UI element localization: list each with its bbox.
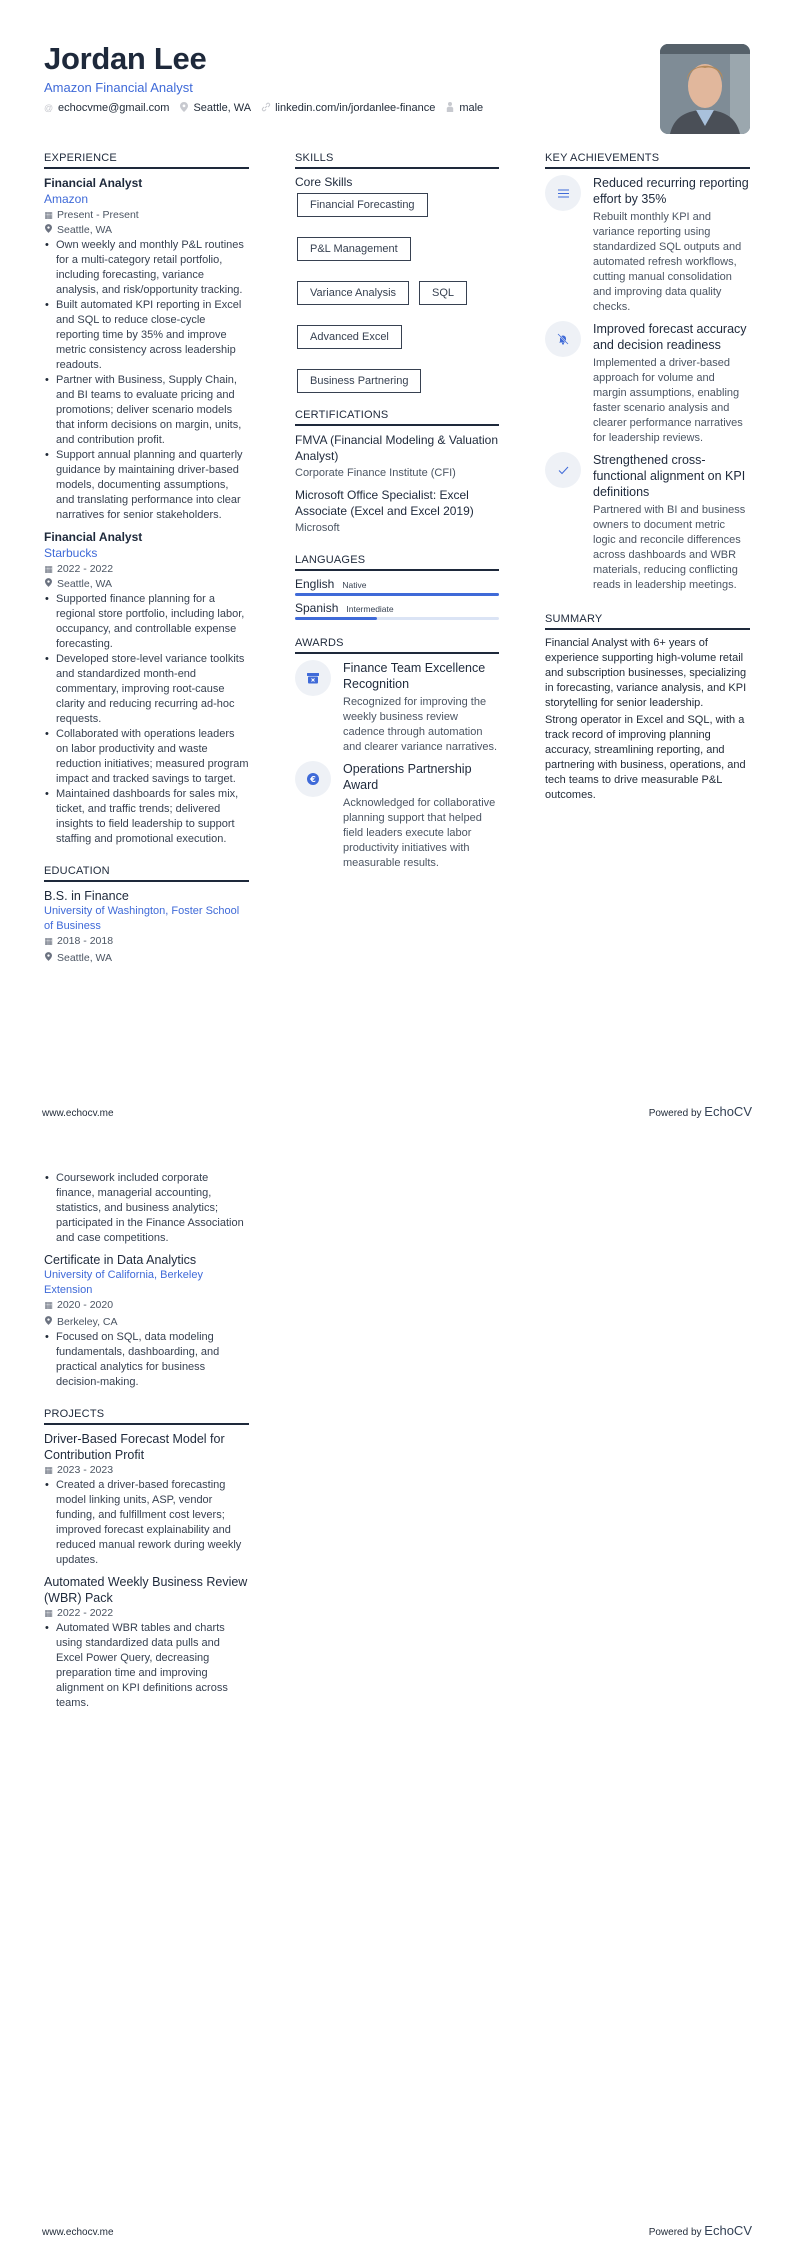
achievement-description: Rebuilt monthly KPI and variance reporting using standardized SQL outputs and automated refresh workflows, cutting manual consolidation and improving data quality checks.	[593, 211, 742, 313]
job-location	[44, 223, 249, 238]
achievement-entry	[545, 321, 750, 446]
education-entry	[44, 888, 249, 966]
project-bullets	[44, 1478, 249, 1568]
resume-header	[44, 40, 644, 114]
checkmark-icon	[545, 452, 581, 488]
location-text: Seattle, WA	[193, 102, 252, 114]
certification-name: FMVA (Financial Modeling & Valuation Analyst)	[295, 433, 498, 463]
project-name: Driver-Based Forecast Model for Contribution Profit	[44, 1432, 225, 1462]
location-pin-icon	[44, 951, 53, 966]
education-location	[44, 951, 249, 966]
job-title: Financial Analyst	[44, 530, 143, 544]
education-location	[44, 1315, 249, 1330]
award-description: Acknowledged for collaborative planning support that helped field leaders execute labor productivity initiatives with measurable results.	[343, 797, 496, 869]
skills-list	[295, 193, 499, 393]
achievement-title: Reduced recurring reporting effort by 35%	[593, 176, 749, 206]
location-pin-icon	[44, 1315, 53, 1330]
skill-chip: SQL	[419, 281, 467, 305]
project-dates	[44, 1463, 249, 1478]
education-entry-continued	[44, 1171, 249, 1246]
skill-chip: P&L Management	[297, 237, 411, 261]
education-dates	[44, 934, 249, 949]
location-text: Seattle, WA	[57, 578, 113, 590]
contact-gender	[445, 102, 483, 114]
bullet-item: • Automated WBR tables and charts using standardized data pulls and Excel Power Query, decreasing preparation time and improving alignment on KPI definitions across teams.	[44, 1621, 249, 1711]
footer-brand[interactable]: EchoCV	[704, 1104, 752, 1119]
dates-text: 2020 - 2020	[57, 1299, 114, 1311]
dates-text: 2023 - 2023	[57, 1464, 114, 1476]
contact-location	[179, 102, 251, 114]
section-title-key-achievements: KEY ACHIEVEMENTS	[545, 152, 750, 169]
job-title: Financial Analyst	[44, 176, 143, 190]
certification-issuer: Microsoft	[295, 522, 340, 534]
svg-text:€: €	[310, 774, 316, 784]
calendar-icon: ▦	[44, 564, 53, 574]
skill-chip: Business Partnering	[297, 369, 421, 393]
menu-lines-icon	[545, 175, 581, 211]
education-bullets	[44, 1330, 249, 1390]
company-name: Starbucks	[44, 546, 98, 560]
footer-brand[interactable]: EchoCV	[704, 2223, 752, 2238]
location-text: Berkeley, CA	[57, 1316, 118, 1328]
dates-text: 2018 - 2018	[57, 935, 114, 947]
left-column	[44, 152, 249, 972]
at-icon: @	[44, 103, 54, 113]
bullet-item: • Developed store-level variance toolkits and standardized month-end commentary, improving root-cause clarity and reducing recurring ad-hoc requests.	[44, 652, 249, 727]
bullet-item: • Own weekly and monthly P&L routines for a multi-category retail portfolio, including forecasting, variance analysis, and risk/opportunity tracking.	[44, 238, 249, 298]
project-entry	[44, 1431, 249, 1568]
job-bullets	[44, 592, 249, 847]
achievement-title: Strengthened cross-functional alignment on KPI definitions	[593, 453, 746, 499]
award-entry	[295, 660, 499, 755]
bullet-item: • Built automated KPI reporting in Excel and SQL to reduce close-cycle reporting time by 35% and improve metric consistency across leadership readouts.	[44, 298, 249, 373]
summary-paragraph: Financial Analyst with 6+ years of experience supporting high-volume retail and subscription businesses, specializing in forecasting, variance analysis, and KPI storytelling for senior leadership.	[545, 637, 747, 709]
contact-list	[44, 102, 644, 114]
right-column	[545, 152, 750, 805]
certification-issuer: Corporate Finance Institute (CFI)	[295, 467, 456, 479]
experience-entry	[44, 529, 249, 847]
footer-site-link[interactable]: www.echocv.me	[42, 2227, 114, 2238]
job-dates	[44, 562, 249, 577]
achievement-description: Implemented a driver-based approach for volume and margin assumptions, enabling faster scenario analysis and clearer performance narratives for leadership reviews.	[593, 357, 743, 444]
footer-site-link[interactable]: www.echocv.me	[42, 1108, 114, 1119]
language-proficiency-bar	[295, 593, 499, 596]
dates-text: Present - Present	[57, 209, 139, 221]
contact-email[interactable]	[44, 102, 169, 114]
certification-entry	[295, 487, 499, 536]
contact-linkedin[interactable]	[261, 102, 435, 114]
bullet-item: • Coursework included corporate finance, managerial accounting, statistics, and business analytics; participated in the Finance Association and case competitions.	[44, 1171, 249, 1246]
calendar-icon: ▦	[44, 1465, 53, 1475]
achievement-description: Partnered with BI and business owners to document metric logic and reconcile differences across dashboards and WBR materials, reducing conflicting reads in leadership meetings.	[593, 504, 746, 591]
person-icon	[445, 102, 454, 114]
bullet-item: • Partner with Business, Supply Chain, and BI teams to evaluate pricing and promotions; deliver scenario models that inform decisions on margin, units, and contribution profit.	[44, 373, 249, 448]
link-icon	[261, 102, 270, 114]
candidate-headline: Amazon Financial Analyst	[44, 80, 193, 95]
skills-group-title: Core Skills	[295, 175, 353, 189]
company-name: Amazon	[44, 192, 89, 206]
page-footer	[0, 2223, 794, 2238]
euro-coin-icon	[295, 761, 331, 797]
award-title: Finance Team Excellence Recognition	[343, 661, 486, 691]
project-dates	[44, 1606, 249, 1621]
section-title-awards: AWARDS	[295, 637, 499, 654]
bullet-item: • Collaborated with operations leaders on labor productivity and waste reduction initiatives; measured program impact and tracked savings to target.	[44, 727, 249, 787]
summary-paragraph: Strong operator in Excel and SQL, with a track record of improving planning accuracy, streamlining reporting, and partnering with business, operations, and tech teams to drive measurable P&L outcomes.	[545, 714, 746, 801]
location-text: Seattle, WA	[57, 224, 113, 236]
bell-slash-icon	[545, 321, 581, 357]
skill-chip: Advanced Excel	[297, 325, 402, 349]
section-title-summary: SUMMARY	[545, 613, 750, 630]
bullet-item: • Created a driver-based forecasting model linking units, ASP, vendor funding, and fulfillment cost levers; improved forecast explainability and reduced manual rework during weekly updates.	[44, 1478, 249, 1568]
section-title-experience: EXPERIENCE	[44, 152, 249, 169]
education-dates	[44, 1298, 249, 1313]
degree-title: Certificate in Data Analytics	[44, 1253, 197, 1267]
project-bullets	[44, 1621, 249, 1711]
award-entry	[295, 761, 499, 871]
education-bullets	[44, 1171, 249, 1246]
powered-by-text: Powered by	[648, 1108, 702, 1119]
middle-column	[295, 152, 499, 877]
bullet-item: • Supported finance planning for a regional store portfolio, including labor, occupancy, and controllable expense forecasting.	[44, 592, 249, 652]
skill-chip: Variance Analysis	[297, 281, 409, 305]
dates-text: 2022 - 2022	[57, 1607, 114, 1619]
project-entry	[44, 1574, 249, 1711]
page-footer	[0, 1104, 794, 1119]
section-title-languages: LANGUAGES	[295, 554, 499, 571]
location-pin-icon	[44, 577, 53, 592]
award-description: Recognized for improving the weekly business review cadence through automation and clearer variance narratives.	[343, 696, 498, 753]
powered-by-text: Powered by	[648, 2227, 702, 2238]
award-title: Operations Partnership Award	[343, 762, 472, 792]
email-text: echocvme@gmail.com	[58, 102, 170, 114]
candidate-name: Jordan Lee	[44, 41, 207, 76]
school-name: University of California, Berkeley Extension	[44, 1269, 203, 1296]
certification-entry	[295, 432, 499, 481]
footer-powered-by	[649, 1104, 752, 1119]
location-pin-icon	[44, 223, 53, 238]
achievement-entry	[545, 452, 750, 593]
school-name: University of Washington, Foster School of Business	[44, 905, 240, 932]
skill-chip: Financial Forecasting	[297, 193, 428, 217]
dates-text: 2022 - 2022	[57, 563, 114, 575]
bullet-item: • Maintained dashboards for sales mix, ticket, and traffic trends; delivered insights to field leadership to support staffing and promotional execution.	[44, 787, 249, 847]
section-title-projects: PROJECTS	[44, 1408, 249, 1425]
archive-box-icon	[295, 660, 331, 696]
left-column-continued	[44, 1171, 249, 1717]
bullet-item: • Focused on SQL, data modeling fundamentals, dashboarding, and practical analytics for business decision-making.	[44, 1330, 249, 1390]
section-title-skills: SKILLS	[295, 152, 499, 169]
language-name: Spanish	[295, 601, 339, 615]
language-entry	[295, 601, 499, 620]
degree-title: B.S. in Finance	[44, 889, 129, 903]
calendar-icon: ▦	[44, 1300, 53, 1310]
language-entry	[295, 577, 499, 596]
gender-text: male	[459, 102, 484, 114]
calendar-icon: ▦	[44, 936, 53, 946]
resume-page-2	[0, 1123, 794, 2246]
calendar-icon: ▦	[44, 1608, 53, 1618]
location-text: Seattle, WA	[57, 952, 113, 964]
language-name: English	[295, 577, 335, 591]
education-entry	[44, 1252, 249, 1390]
language-proficiency-bar	[295, 617, 499, 620]
experience-entry	[44, 175, 249, 523]
bullet-item: • Support annual planning and quarterly guidance by maintaining driver-based models, documenting assumptions, and translating performance into clear narratives for senior stakeholders.	[44, 448, 249, 523]
language-level: Intermediate	[346, 604, 394, 614]
section-title-education: EDUCATION	[44, 865, 249, 882]
section-title-certifications: CERTIFICATIONS	[295, 409, 499, 426]
achievement-title: Improved forecast accuracy and decision readiness	[593, 322, 747, 352]
linkedin-text: linkedin.com/in/jordanlee-finance	[275, 102, 436, 114]
job-dates	[44, 208, 249, 223]
location-pin-icon	[179, 102, 188, 114]
project-name: Automated Weekly Business Review (WBR) Pack	[44, 1575, 248, 1605]
job-location	[44, 577, 249, 592]
footer-powered-by	[649, 2223, 752, 2238]
achievement-entry	[545, 175, 750, 315]
calendar-icon: ▦	[44, 210, 53, 220]
job-bullets	[44, 238, 249, 523]
language-level: Native	[342, 580, 367, 590]
profile-photo	[660, 44, 750, 134]
certification-name: Microsoft Office Specialist: Excel Associate (Excel and Excel 2019)	[295, 488, 474, 518]
summary-text	[545, 636, 750, 803]
